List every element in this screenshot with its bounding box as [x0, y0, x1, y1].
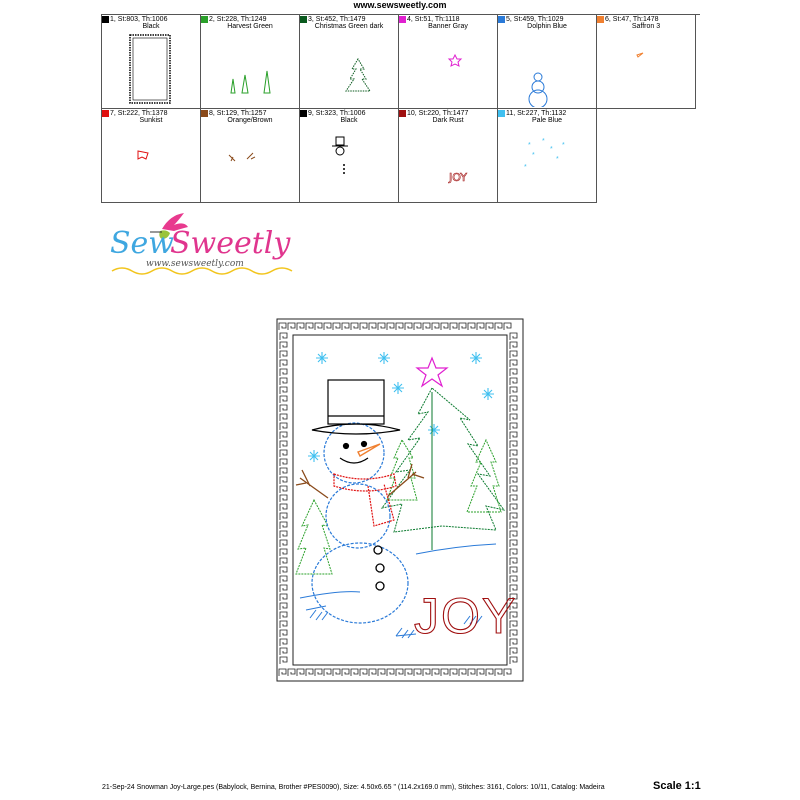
- stick-arms: [296, 464, 424, 498]
- thread-color-name: Dolphin Blue: [527, 23, 567, 30]
- footer-info: 21-Sep-24 Snowman Joy-Large.pes (Babylock, Bernina, Brother #PES0090), Size: 4.50x6.65 " (114.2x169.0 mm), Stitches: 3161, Colors: 10/11, Catalog: Madeira: [102, 784, 605, 791]
- small-trees-icon: [201, 31, 299, 107]
- thread-color-cell: [597, 15, 696, 109]
- color-swatch: [399, 110, 406, 117]
- color-swatch: [300, 110, 307, 117]
- snowflake-icon: [316, 352, 328, 364]
- svg-text:*: *: [550, 146, 553, 153]
- snowman-joy-design: [276, 318, 524, 682]
- color-swatch: [597, 16, 604, 23]
- color-swatch: [498, 110, 505, 117]
- svg-text:*: *: [562, 142, 565, 149]
- thread-color-cell: [498, 15, 597, 109]
- thread-color-cell: [300, 15, 399, 109]
- thread-stitch-count: 9, St:323, Th:1006: [308, 110, 366, 117]
- thread-color-name: Orange/Brown: [227, 117, 273, 124]
- joy-text: JOY: [414, 588, 518, 644]
- scarf-icon: [102, 125, 200, 201]
- hat-buttons-icon: [300, 125, 398, 201]
- thread-stitch-count: 6, St:47, Th:1478: [605, 16, 659, 23]
- logo-brand-first: Sew: [110, 226, 174, 261]
- snowman-body: [312, 423, 408, 623]
- svg-text:*: *: [528, 142, 531, 149]
- sew-sweetly-logo: [104, 207, 294, 279]
- thread-color-name: Black: [340, 117, 358, 124]
- snowflake-icon: [470, 352, 482, 364]
- snowflake-icon: [392, 382, 404, 394]
- thread-color-cell: [300, 109, 399, 203]
- snowflake-icon: [428, 424, 440, 436]
- thread-color-table: [101, 14, 700, 203]
- logo-url: www.sewsweetly.com: [146, 259, 244, 269]
- top-hat: [312, 380, 400, 434]
- thread-stitch-count: 2, St:228, Th:1249: [209, 16, 267, 23]
- coal-buttons: [374, 546, 384, 590]
- color-swatch: [300, 16, 307, 23]
- snowflake-icon: [308, 450, 320, 462]
- snowflake-icon: [378, 352, 390, 364]
- tree-star: [417, 358, 447, 386]
- thread-color-name: Dark Rust: [432, 117, 464, 124]
- thread-color-name: Christmas Green dark: [314, 23, 384, 30]
- thread-stitch-count: 4, St:51, Th:1118: [407, 16, 460, 23]
- frame-border-icon: [102, 31, 200, 107]
- color-swatch: [201, 16, 208, 23]
- thread-stitch-count: 10, St:220, Th:1477: [407, 110, 469, 117]
- svg-text:JOY: JOY: [449, 171, 468, 184]
- joy-text-icon: [399, 125, 497, 201]
- thread-stitch-count: 5, St:459, Th:1029: [506, 16, 564, 23]
- site-url[interactable]: www.sewsweetly.com: [353, 0, 447, 10]
- thread-color-cell: [201, 109, 300, 203]
- thread-stitch-count: 1, St:803, Th:1006: [110, 16, 168, 23]
- thread-stitch-count: 11, St:227, Th:1132: [506, 110, 567, 117]
- snowflakes: [308, 352, 494, 462]
- color-swatch: [399, 16, 406, 23]
- color-swatch: [102, 16, 109, 23]
- thread-color-cell: [102, 15, 201, 109]
- thread-color-name: Sunkist: [139, 117, 163, 124]
- star-icon: [399, 31, 497, 107]
- svg-text:*: *: [532, 152, 535, 159]
- snowflakes-icon: [498, 125, 596, 201]
- color-swatch: [498, 16, 505, 23]
- snowman-face: [340, 442, 368, 464]
- thread-color-name: Pale Blue: [532, 117, 562, 124]
- thread-color-name: Black: [142, 23, 160, 30]
- thread-color-cell: [498, 109, 597, 203]
- thread-color-name: Saffron 3: [631, 23, 661, 30]
- thread-color-cell: [399, 15, 498, 109]
- thread-color-name: Harvest Green: [227, 23, 273, 30]
- tree-icon: [300, 31, 398, 107]
- thread-color-cell: [399, 109, 498, 203]
- snowman-icon: [498, 31, 596, 107]
- svg-text:*: *: [524, 164, 527, 171]
- thread-color-name: Banner Gray: [428, 23, 468, 30]
- arms-icon: [201, 125, 299, 201]
- logo-brand-second: Sweetly: [170, 226, 291, 261]
- thread-color-cell: [102, 109, 201, 203]
- svg-text:*: *: [556, 156, 559, 163]
- thread-stitch-count: 3, St:452, Th:1479: [308, 16, 366, 23]
- scale-label: Scale 1:1: [653, 780, 701, 792]
- carrot-nose: [358, 444, 380, 456]
- thread-stitch-count: 8, St:129, Th:1257: [209, 110, 267, 117]
- color-swatch: [201, 110, 208, 117]
- big-christmas-tree: [382, 388, 504, 550]
- snowflake-icon: [482, 388, 494, 400]
- carrot-nose-icon: [597, 31, 695, 107]
- thread-stitch-count: 7, St:222, Th:1378: [110, 110, 168, 117]
- thread-color-cell: [201, 15, 300, 109]
- color-swatch: [102, 110, 109, 117]
- svg-text:*: *: [542, 138, 545, 145]
